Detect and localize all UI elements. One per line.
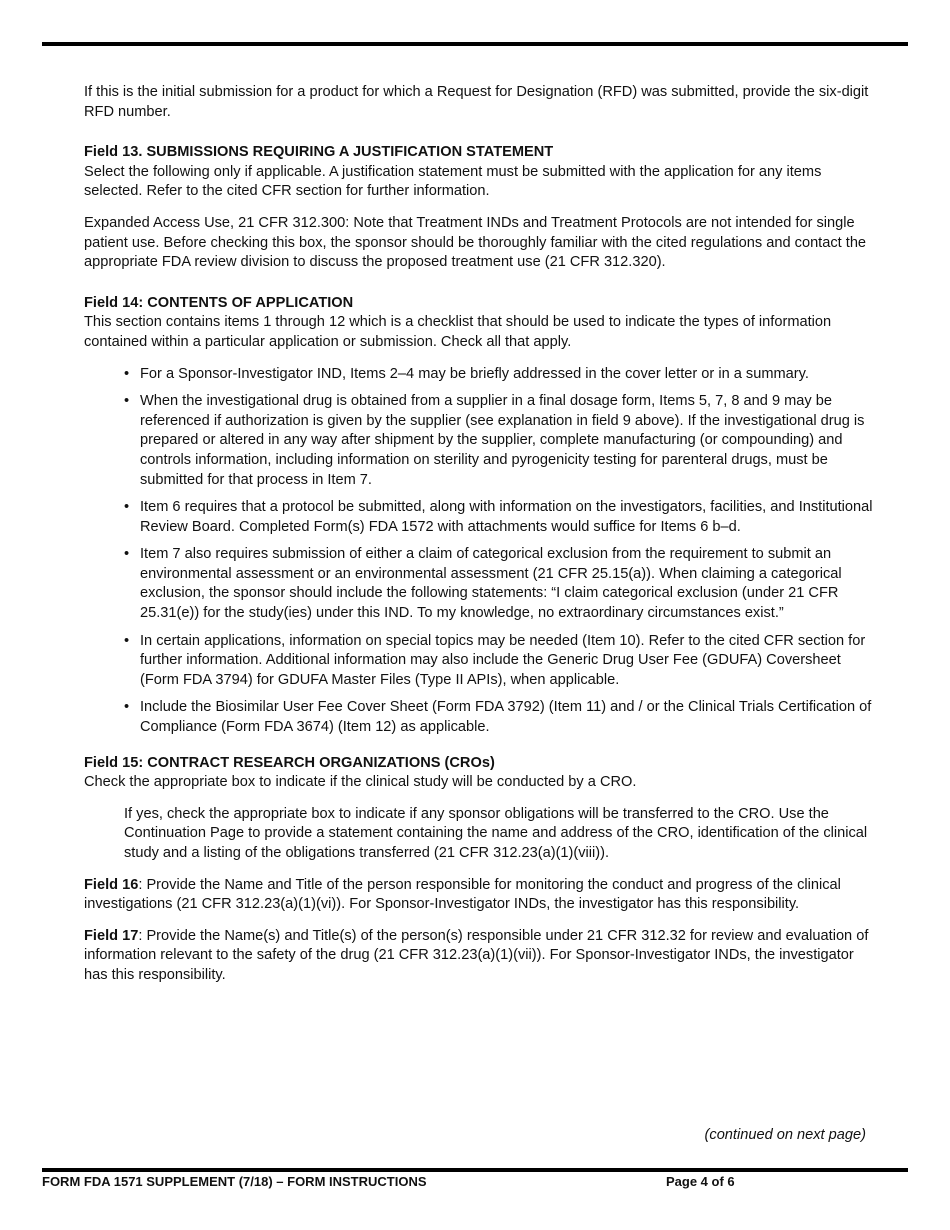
field-15-p2: If yes, check the appropriate box to indicate if any sponsor obligations will be transferred to the CRO. Use the Continuation Page to provide a statement containing the name and address of the CRO, identification of the clinical study and a listing of the obligations transferred (21 CFR 312.23(a)(1)(viii)). bbox=[124, 805, 868, 861]
bullet-item: • Item 7 also requires submission of either a claim of categorical exclusion from the requirement to submit an environmental assessment or an environmental assessment (21 CFR 25.15(a)). When claiming a categorical exclusion, the sponsor should include the following statements: “I claim categorical exclusion (under 21 CFR 25.31(e)) for the study(ies) under this IND. To my knowledge, no extraordinary circumstances exist.” bbox=[84, 545, 874, 623]
bullet-item: • Include the Biosimilar User Fee Cover Sheet (Form FDA 3792) (Item 11) and / or the Clinical Trials Certification of Compliance (Form FDA 3674) (Item 12) as applicable. bbox=[84, 698, 874, 737]
field-17-text: : Provide the Name(s) and Title(s) of the person(s) responsible under 21 CFR 312.32 for review and evaluation of information relevant to the safety of the drug (21 CFR 312.23(a)(1)(vii)). For Sponsor-Investigator INDs, the investigator has this responsibility. bbox=[84, 927, 869, 983]
instructions-body bbox=[84, 83, 874, 986]
field-14-bullet-list bbox=[84, 365, 874, 738]
field-16-paragraph bbox=[84, 876, 874, 915]
field-16-label: Field 16 bbox=[84, 876, 139, 893]
bottom-rule bbox=[42, 1168, 908, 1172]
field-15-p1: Check the appropriate box to indicate if the clinical study will be conducted by a CRO. bbox=[84, 774, 637, 791]
continued-note: (continued on next page) bbox=[704, 1127, 866, 1143]
field-14-p1: This section contains items 1 through 12 which is a checklist that should be used to indicate the types of information contained within a particular application or submission. Check all that apply. bbox=[84, 314, 832, 350]
form-footer-title: FORM FDA 1571 SUPPLEMENT (7/18) – FORM INSTRUCTIONS bbox=[42, 1174, 427, 1189]
bullet-item: • In certain applications, information on special topics may be needed (Item 10). Refer to the cited CFR section for further information. Additional information may also include the Generic Drug User Fee (GDUFA) Coversheet (Form FDA 3794) for GDUFA Master Files (Type II APIs), when applicable. bbox=[84, 632, 874, 691]
bullet-item: • Item 6 requires that a protocol be submitted, along with information on the investigators, facilities, and Institutional Review Board. Completed Form(s) FDA 1572 with attachments would suffice for Items 6 b–d. bbox=[84, 498, 874, 537]
rfd-intro: If this is the initial submission for a product for which a Request for Designation (RFD) was submitted, provide the six-digit RFD number. bbox=[84, 84, 869, 120]
bullet-item: • When the investigational drug is obtained from a supplier in a final dosage form, Items 5, 7, 8 and 9 may be referenced if authorization is given by the supplier (see explanation in field 9 above). If the investigational drug is prepared or altered in any way after shipment by the supplier, complete manufacturing (or compounding) and controls information, including information on sterility and pyrogenicity testing for parenteral drugs, must be submitted for that process in Item 7. bbox=[84, 392, 874, 490]
field-13-p1: Select the following only if applicable. A justification statement must be submitted with the application for any items selected. Refer to the cited CFR section for further information. bbox=[84, 163, 822, 200]
field-13-heading: Field 13. SUBMISSIONS REQUIRING A JUSTIFICATION STATEMENT bbox=[84, 144, 554, 161]
bullet-item: • For a Sponsor-Investigator IND, Items 2–4 may be briefly addressed in the cover letter or in a summary. bbox=[84, 365, 874, 385]
field-17-label: Field 17 bbox=[84, 927, 139, 944]
page-number: Page 4 of 6 bbox=[666, 1174, 735, 1189]
field-15-heading: Field 15: CONTRACT RESEARCH ORGANIZATIONS (CROs) bbox=[84, 754, 495, 771]
field-13-p2: Expanded Access Use, 21 CFR 312.300: Note that Treatment INDs and Treatment Protocols are not intended for single patient use. Before checking this box, the sponsor should be thoroughly familiar with the cited regulations and contact the appropriate FDA review division to discuss the proposed treatment use (21 CFR 312.320). bbox=[84, 214, 867, 271]
field-17-paragraph bbox=[84, 927, 874, 986]
field-16-text: : Provide the Name and Title of the person responsible for monitoring the conduct and progress of the clinical investigations (21 CFR 312.23(a)(1)(vi)). For Sponsor-Investigator INDs, the investigator has this responsibility. bbox=[84, 876, 841, 913]
top-rule bbox=[42, 42, 908, 46]
field-14-heading: Field 14: CONTENTS OF APPLICATION bbox=[84, 294, 354, 311]
